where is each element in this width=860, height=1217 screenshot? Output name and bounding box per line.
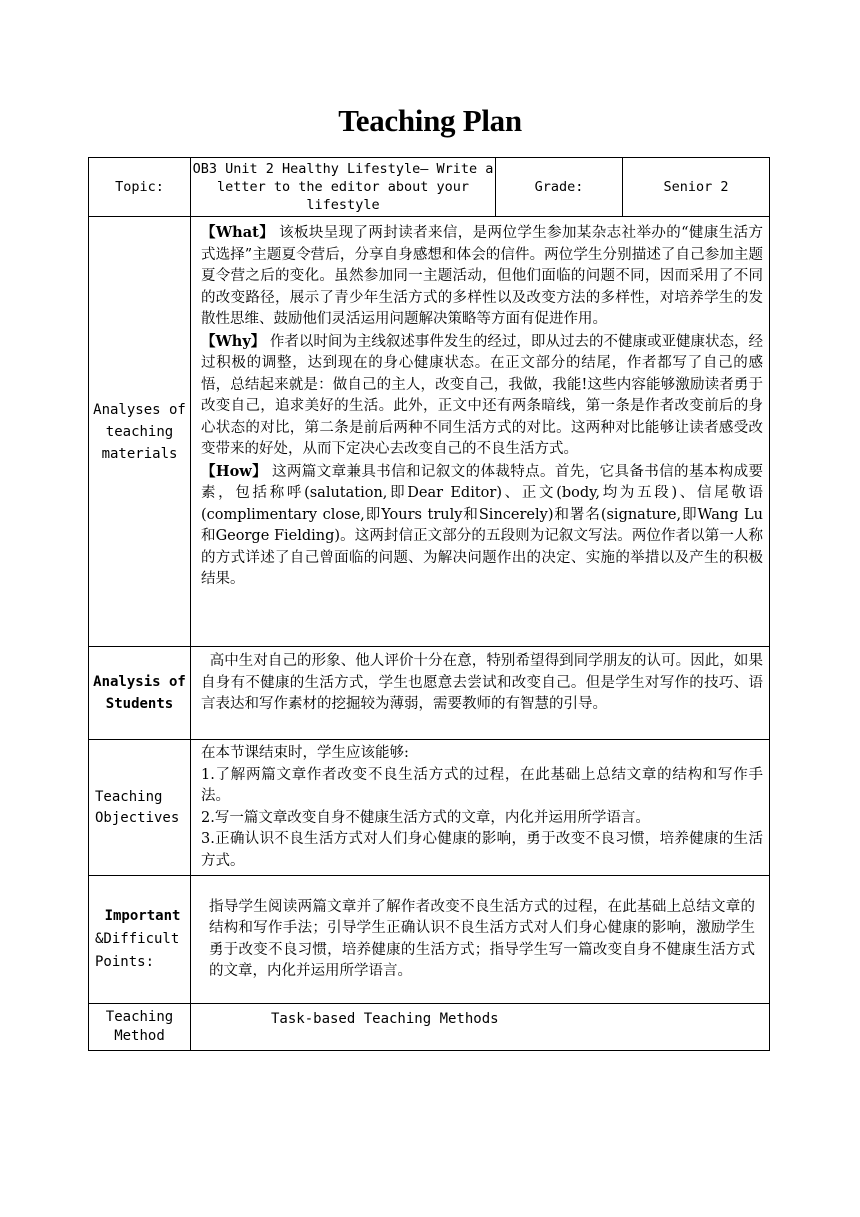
objectives-intro: 在本节课结束时，学生应该能够: bbox=[201, 745, 409, 761]
what-tag: 【What】 bbox=[201, 224, 275, 241]
points-row bbox=[89, 876, 770, 1004]
how-paragraph bbox=[201, 461, 763, 591]
points-body bbox=[191, 876, 770, 1004]
what-text: 该板块呈现了两封读者来信，是两位学生参加某杂志社举办的“健康生活方式选择”主题夏令营后，分享自身感想和体会的信件。两位学生分别描述了自己参加主题夏令营之后的变化。虽然参加同一主题活动，但他们面临的问题不同，因而采用了不同的改变路径，展示了青少年生活方式的多样性以及改变方法的多样性，对培养学生的发散性思维、鼓励他们灵活运用问题解决策略等方面有促进作用。 bbox=[201, 225, 763, 327]
points-label-important: Important bbox=[104, 908, 181, 924]
objective-item-2: 2.写一篇文章改变自身不健康生活方式的文章，内化并运用所学语言。 bbox=[201, 809, 650, 826]
method-label: Teaching Method bbox=[89, 1004, 191, 1051]
topic-label: Topic: bbox=[89, 158, 191, 217]
objectives-label: Teaching Objectives bbox=[89, 740, 191, 876]
teaching-plan-table bbox=[88, 157, 770, 1051]
topic-row bbox=[89, 158, 770, 217]
how-tag: 【How】 bbox=[201, 462, 268, 480]
analyses-body bbox=[191, 217, 770, 647]
students-body bbox=[191, 647, 770, 740]
objectives-row bbox=[89, 740, 770, 876]
objectives-body bbox=[191, 740, 770, 876]
grade-value: Senior 2 bbox=[623, 158, 770, 217]
analyses-row bbox=[89, 217, 770, 647]
points-label bbox=[89, 876, 191, 1004]
students-row bbox=[89, 647, 770, 740]
why-paragraph bbox=[201, 331, 763, 461]
analyses-label: Analyses of teaching materials bbox=[89, 217, 191, 647]
method-text: Task-based Teaching Methods bbox=[191, 1004, 770, 1051]
why-text: 作者以时间为主线叙述事件发生的经过，即从过去的不健康或亚健康状态，经过积极的调整，达到现在的身心健康状态。在正文部分的结尾，作者都写了自己的感悟，总结起来就是：做自己的主人，改变自己，我做，我能!这些内容能够激励读者勇于改变自己，追求美好的生活。此外，正文中还有两条暗线，第一条是作者改变前后的身心状态的对比，第二条是前后两种不同生活方式的对比。这两种对比能够让读者感受改变带来的好处，从而下定决心去改变自己的不良生活方式。 bbox=[201, 333, 763, 457]
why-tag: 【Why】 bbox=[201, 332, 266, 350]
students-text: 高中生对自己的形象、他人评价十分在意，特别希望得到同学朋友的认可。因此，如果自身有不健康的生活方式，学生也愿意去尝试和改变自己。但是学生对写作的技巧、语言表达和写作素材的挖掘较为薄弱，需要教师的有智慧的引导。 bbox=[201, 653, 763, 712]
points-text: 指导学生阅读两篇文章并了解作者改变不良生活方式的过程，在此基础上总结文章的结构和写作手法；引导学生正确认识不良生活方式对人们身心健康的影响，激励学生勇于改变不良习惯，培养健康的生活方式；指导学生写一篇改变自身不健康生活方式的文章，内化并运用所学语言。 bbox=[209, 898, 755, 979]
how-text: 这两篇文章兼具书信和记叙文的体裁特点。首先，它具备书信的基本构成要素，包括称呼(salutation,即Dear Editor)、正文(body,均为五段)、信尾敬语(complimentary close,即Yours truly和Sincerely)和署名(signature,即Wang Lu和George Fielding)。这两封信正文部分的五段则为记叙文写法。两位作者以第一人称的方式详述了自己曾面临的问题、为解决问题作出的决定、实施的举措以及产生的积极结果。 bbox=[201, 463, 763, 587]
students-label: Analysis of Students bbox=[89, 647, 191, 740]
page-title: Teaching Plan bbox=[338, 103, 522, 138]
grade-label: Grade: bbox=[496, 158, 623, 217]
method-row bbox=[89, 1004, 770, 1051]
objective-item-3: 3.正确认识不良生活方式对人们身心健康的影响，勇于改变不良习惯，培养健康的生活方式。 bbox=[201, 831, 763, 869]
what-paragraph bbox=[201, 222, 763, 331]
topic-value: OB3 Unit 2 Healthy Lifestyle— Write a letter to the editor about your lifestyle bbox=[191, 158, 496, 217]
points-label-difficult: &Difficult Points: bbox=[95, 931, 180, 970]
objective-item-1: 1.了解两篇文章作者改变不良生活方式的过程，在此基础上总结文章的结构和写作手法。 bbox=[201, 766, 763, 804]
